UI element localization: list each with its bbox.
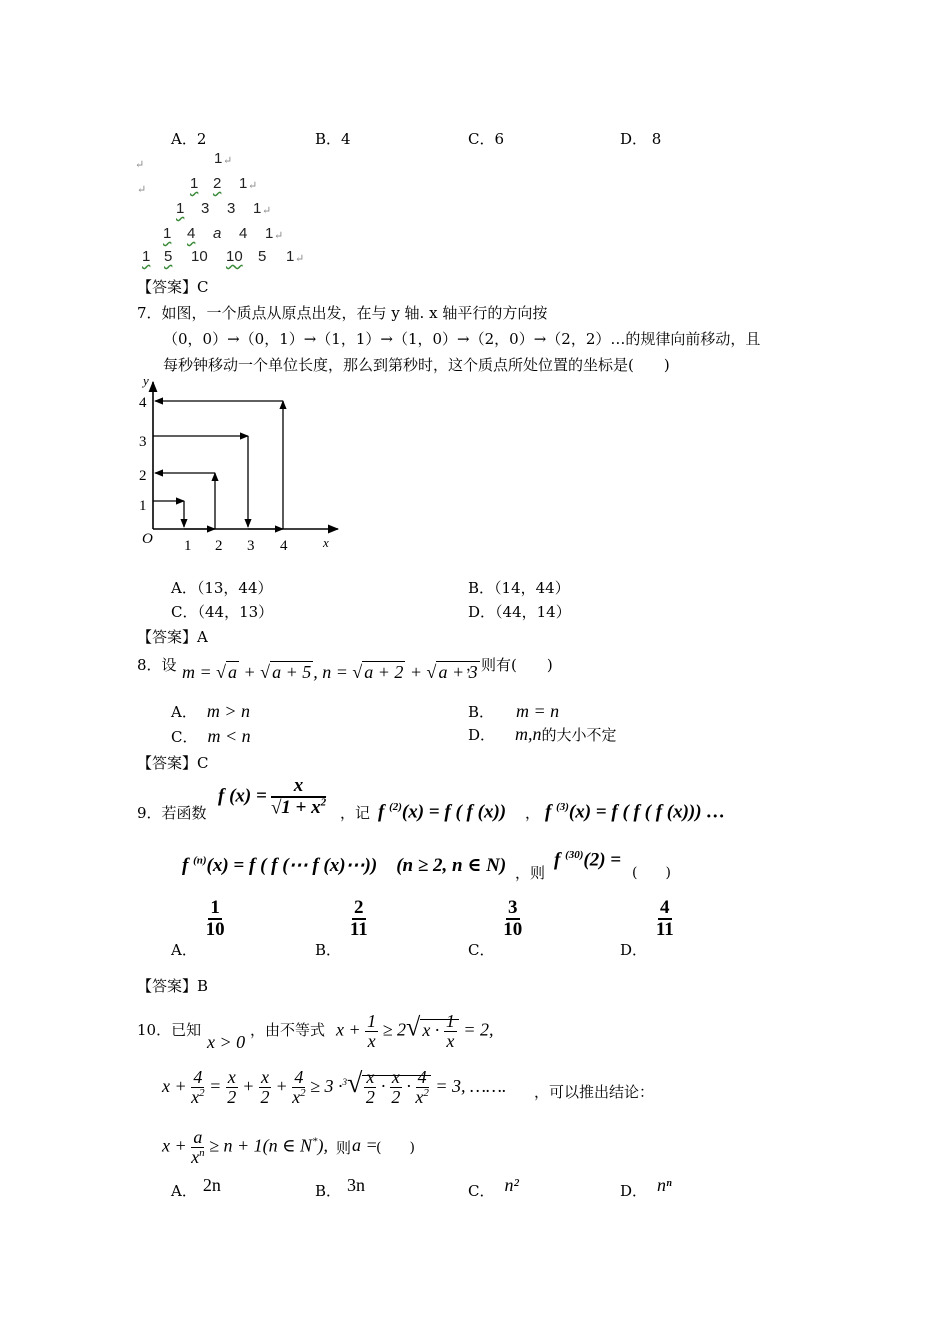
- q9-option-c: C． $\frac{3}{10}$: [468, 897, 523, 959]
- triangle-cell: 1: [265, 225, 274, 242]
- q10-tail-text: ，可以推出结论：: [534, 1083, 655, 1101]
- y-tick-label: 2: [139, 468, 147, 484]
- q10-ineq1: x + $\frac{1}{x}$ ≥ 2√ x · $\frac{1}{x}$ = 2,: [336, 1011, 494, 1051]
- x-tick-label: 1: [184, 538, 192, 554]
- q6-option-c: C．6: [468, 130, 505, 148]
- q9-fn-def: f $^{(n)}$(x) = f ( f (⋯ f (x)⋯)) (n ≥ 2, n ∈ N): [182, 854, 507, 876]
- q7-path-graph: [130, 370, 345, 555]
- q10-option-c: C． n²: [468, 1175, 519, 1200]
- q10-option-a: A． 2n: [171, 1175, 221, 1200]
- q8-option-c: C． m < n: [171, 726, 251, 746]
- triangle-cell: 10: [226, 248, 243, 265]
- q10-option-d: D． nⁿ: [620, 1175, 672, 1200]
- q8-option-d: D． m,n的大小不定: [468, 724, 617, 744]
- triangle-cell: 1: [253, 200, 262, 217]
- q8-option-b: B． m = n: [468, 701, 560, 721]
- q6-option-d: D． 8: [620, 130, 662, 148]
- x-tick-label: 2: [215, 538, 223, 554]
- triangle-cell: 4: [239, 225, 248, 242]
- triangle-cell: 5: [258, 248, 267, 265]
- q9-f30: f $^{(30)}$(2) =: [554, 849, 622, 871]
- triangle-cell: 4: [187, 225, 196, 242]
- paragraph-mark-icon: ↵: [135, 158, 145, 171]
- triangle-cell: 1: [176, 200, 185, 217]
- q10-condition: x > 0: [207, 1032, 246, 1052]
- triangle-cell: 1: [214, 150, 223, 167]
- q10-ze: 则: [336, 1139, 352, 1157]
- y-tick-label: 3: [139, 434, 147, 450]
- q9-ze: ，则: [515, 864, 546, 882]
- y-axis-label: y: [143, 373, 149, 388]
- triangle-cell: 1: [163, 225, 172, 242]
- y-tick-label: 1: [139, 498, 147, 514]
- q7-stem-line1: 7．如图，一个质点从原点出发，在与 y 轴. x 轴平行的方向按: [137, 304, 548, 322]
- q8-stem-prefix: 8．设: [137, 656, 177, 674]
- q10-mid-text: ，由不等式: [250, 1021, 326, 1039]
- q8-option-a: A． m > n: [171, 701, 250, 721]
- triangle-cell: 5: [164, 248, 173, 265]
- q9-f3-def: f $^{(3)}$(x) = f ( f ( f (x))) …: [545, 801, 726, 823]
- triangle-cell: 3: [227, 200, 236, 217]
- triangle-cell: 1: [190, 175, 199, 192]
- q10-paren: ( ): [376, 1140, 415, 1156]
- origin-label: O: [142, 531, 153, 547]
- triangle-cell: 3: [201, 200, 210, 217]
- y-tick-label: 4: [139, 395, 147, 411]
- triangle-cell: 1: [239, 175, 248, 192]
- q9-stem-prefix: 9．若函数: [137, 804, 207, 822]
- paragraph-mark-icon: ↵: [137, 183, 147, 196]
- q9-f2-def: f $^{(2)}$(x) = f ( f (x)): [378, 801, 507, 823]
- x-tick-label: 3: [247, 538, 255, 554]
- q6-option-b: B．4: [315, 130, 351, 148]
- q9-option-d: D． $\frac{4}{11}$: [620, 897, 674, 959]
- q8-answer: 【答案】C: [137, 754, 209, 772]
- q9-option-a: A． $\frac{1}{10}$: [171, 897, 225, 959]
- q9-function-def: f (x) = $\frac{x}{√1 + x^2}$: [218, 775, 327, 819]
- q6-option-a: A．2: [171, 130, 207, 148]
- triangle-cell: 1: [142, 248, 151, 265]
- q9-option-b: B． $\frac{2}{11}$: [315, 897, 368, 959]
- x-tick-label: 4: [280, 538, 288, 554]
- q9-answer: 【答案】B: [137, 977, 209, 995]
- q7-option-c: C．（44，13）: [171, 603, 274, 621]
- q10-option-b: B． 3n: [315, 1175, 366, 1200]
- q6-answer: 【答案】C: [137, 278, 209, 296]
- q9-ji: ，记: [340, 804, 371, 822]
- q9-comma: ，: [525, 804, 541, 822]
- triangle-cell: 1: [286, 248, 295, 265]
- x-axis-label: x: [323, 535, 329, 550]
- q7-answer: 【答案】A: [137, 628, 208, 646]
- q10-ineq2: x + $\frac{4}{x^2}$ = $\frac{x}{2}$ + $\frac{x}{2}$ + $\frac{4}{x^2}$ ≥ 3 ·$^3$√ $\frac{x}{2}$ · $\frac{x}{2}$ · $\frac{4}{x^2}$ = 3, …….: [162, 1067, 507, 1108]
- q7-stem-line2: （0，0）→（0，1）→（1，1）→（1，0）→（2，0）→（2，2）…的规律向前移动，且: [163, 330, 761, 348]
- q7-stem-line3: 每秒钟移动一个单位长度，那么到第秒时，这个质点所处位置的坐标是( ): [163, 356, 670, 374]
- q10-stem-prefix: 10．已知: [137, 1021, 202, 1039]
- q10-conclusion: x + $\frac{a}{x^n}$ ≥ n + 1(n ∈ N*),: [162, 1127, 328, 1167]
- q8-formula: m = √ a + √ a + 5 , n = √ a + 2 + √ a + 3: [182, 662, 478, 682]
- q7-option-a: A．（13，44）: [171, 579, 273, 597]
- q7-option-b: B．（14，44）: [468, 579, 570, 597]
- triangle-cell: 2: [213, 175, 222, 192]
- triangle-cell: 10: [191, 248, 208, 265]
- triangle-cell: a: [213, 225, 222, 242]
- q7-option-d: D．（44，14）: [468, 603, 571, 621]
- q10-a-eq: a =: [352, 1135, 378, 1155]
- q9-paren: ( ): [632, 865, 671, 881]
- q8-stem-suffix: ，则有( ): [466, 656, 553, 674]
